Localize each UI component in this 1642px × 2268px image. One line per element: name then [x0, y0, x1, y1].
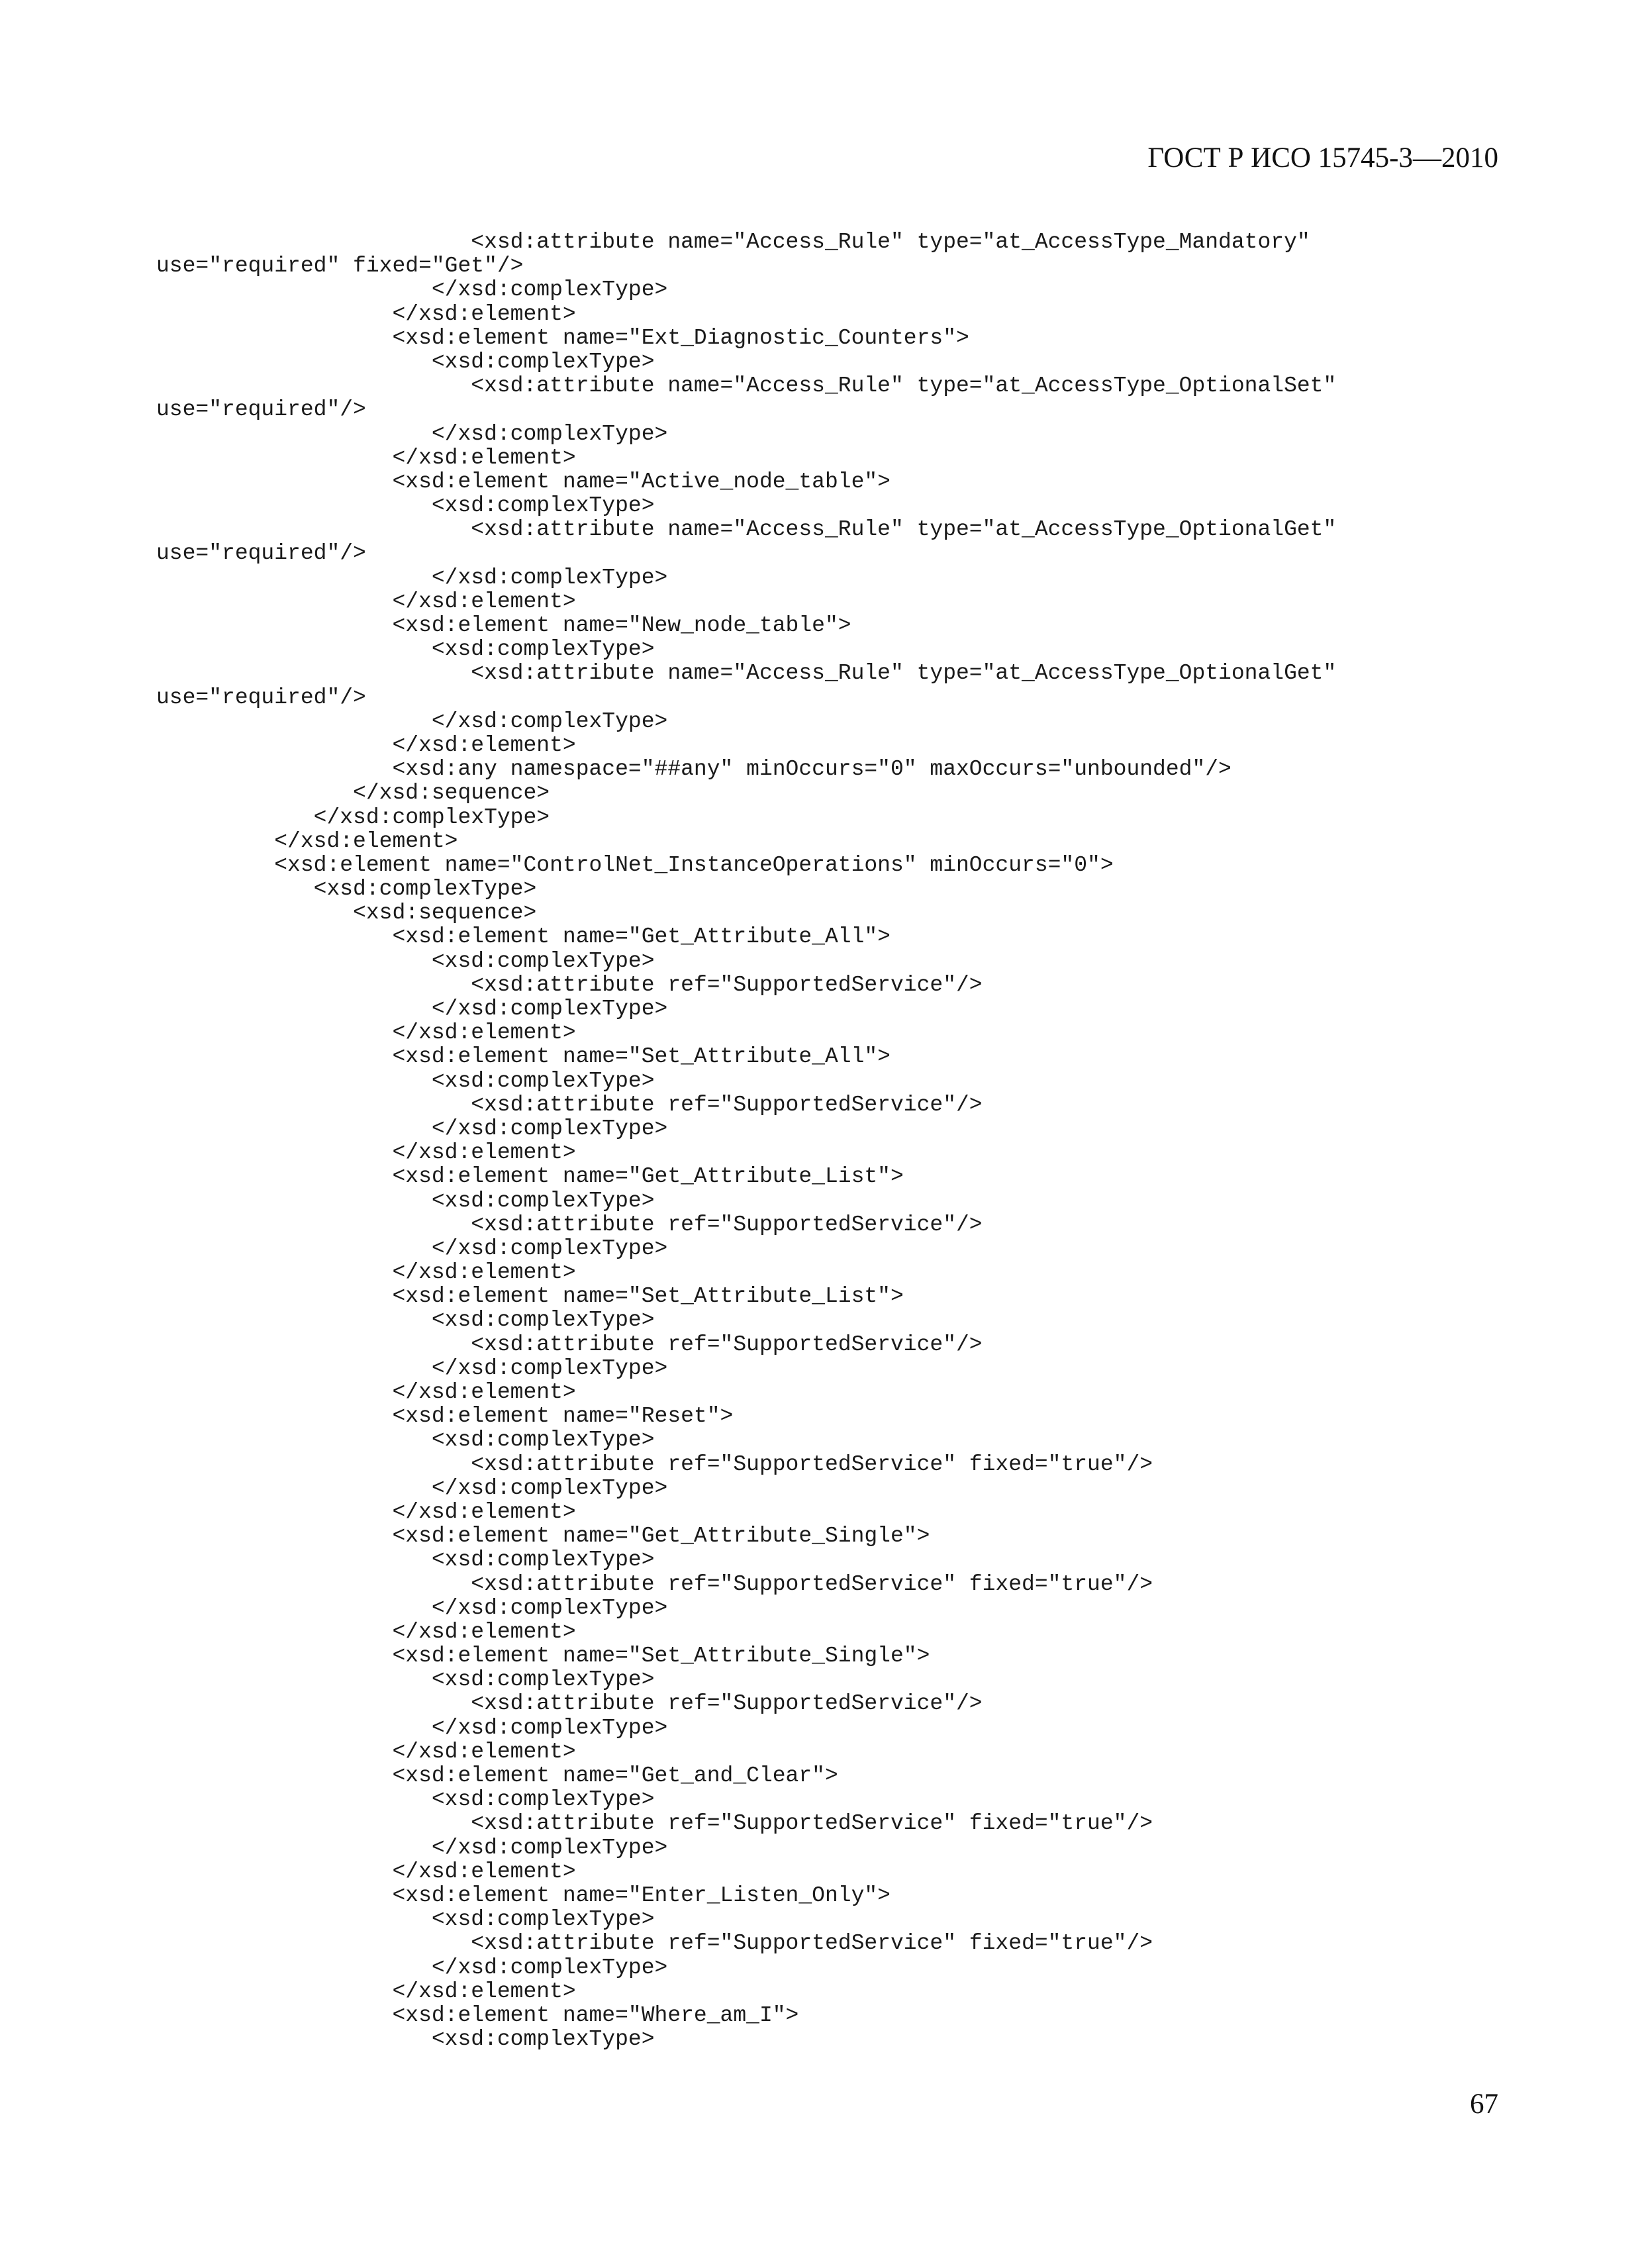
code-line: <xsd:element name="Reset">: [156, 1404, 734, 1429]
code-line: <xsd:complexType>: [156, 877, 537, 902]
code-line: </xsd:complexType>: [156, 1595, 668, 1620]
code-line: </xsd:element>: [156, 1020, 576, 1046]
code-line: </xsd:element>: [156, 1380, 576, 1405]
code-line: <xsd:attribute name="Access_Rule" type="at_AccessType_OptionalGet": [156, 517, 1337, 542]
code-line: <xsd:attribute name="Access_Rule" type="at_AccessType_OptionalSet": [156, 373, 1337, 399]
code-line: </xsd:element>: [156, 1140, 576, 1165]
code-line: </xsd:element>: [156, 1619, 576, 1644]
code-line: </xsd:element>: [156, 301, 576, 326]
code-line: <xsd:element name="Set_Attribute_List">: [156, 1284, 904, 1309]
code-line: <xsd:element name="Set_Attribute_All">: [156, 1044, 891, 1069]
page-number: 67: [1470, 2089, 1498, 2120]
code-line: </xsd:element>: [156, 1859, 576, 1884]
code-line: <xsd:complexType>: [156, 1548, 655, 1573]
code-line: <xsd:element name="ControlNet_InstanceOperations" minOccurs="0">: [156, 852, 1114, 877]
code-line: </xsd:complexType>: [156, 709, 668, 734]
code-line: </xsd:complexType>: [156, 997, 668, 1021]
code-line: <xsd:attribute name="Access_Rule" type="at_AccessType_Mandatory": [156, 230, 1310, 254]
code-line: <xsd:complexType>: [156, 493, 655, 518]
code-line: </xsd:sequence>: [156, 781, 550, 806]
code-line: <xsd:complexType>: [156, 1428, 655, 1453]
code-line: <xsd:any namespace="##any" minOccurs="0" maxOccurs="unbounded"/>: [156, 757, 1232, 782]
code-line: </xsd:complexType>: [156, 1835, 668, 1860]
code-line: <xsd:complexType>: [156, 1787, 655, 1812]
code-line: <xsd:attribute ref="SupportedService"/>: [156, 1691, 983, 1716]
code-line: <xsd:element name="New_node_table">: [156, 613, 851, 638]
code-line: </xsd:element>: [156, 1739, 576, 1764]
code-line: <xsd:element name="Set_Attribute_Single">: [156, 1644, 930, 1669]
code-line: <xsd:attribute ref="SupportedService"/>: [156, 1212, 983, 1237]
code-line: </xsd:complexType>: [156, 1236, 668, 1261]
code-line: <xsd:element name="Get_Attribute_Single">: [156, 1524, 930, 1549]
code-line: </xsd:element>: [156, 1260, 576, 1285]
code-line: <xsd:element name="Get_Attribute_All">: [156, 924, 891, 950]
code-line: <xsd:complexType>: [156, 2027, 655, 2052]
code-line: <xsd:complexType>: [156, 1667, 655, 1693]
code-line: </xsd:complexType>: [156, 1356, 668, 1381]
code-line: <xsd:complexType>: [156, 1907, 655, 1932]
code-line: </xsd:element>: [156, 828, 458, 854]
code-line: use="required"/>: [156, 685, 366, 710]
code-line: <xsd:element name="Ext_Diagnostic_Counters">: [156, 325, 969, 350]
code-line: <xsd:attribute ref="SupportedService" fixed="true"/>: [156, 1931, 1153, 1956]
code-line: </xsd:element>: [156, 589, 576, 614]
code-line: <xsd:element name="Get_Attribute_List">: [156, 1164, 904, 1189]
code-line: <xsd:element name="Active_node_table">: [156, 469, 891, 494]
code-line: </xsd:complexType>: [156, 1715, 668, 1740]
code-line: <xsd:attribute ref="SupportedService" fixed="true"/>: [156, 1452, 1153, 1477]
code-line: <xsd:element name="Get_and_Clear">: [156, 1763, 838, 1788]
code-line: </xsd:complexType>: [156, 277, 668, 303]
code-line: <xsd:complexType>: [156, 637, 655, 662]
code-line: <xsd:element name="Enter_Listen_Only">: [156, 1883, 891, 1908]
code-line: <xsd:attribute ref="SupportedService" fixed="true"/>: [156, 1811, 1153, 1836]
code-line: </xsd:element>: [156, 1979, 576, 2004]
code-line: <xsd:complexType>: [156, 1068, 655, 1093]
code-line: <xsd:attribute ref="SupportedService"/>: [156, 972, 983, 997]
code-line: <xsd:attribute ref="SupportedService" fixed="true"/>: [156, 1571, 1153, 1597]
code-line: </xsd:complexType>: [156, 1116, 668, 1141]
code-line: <xsd:attribute ref="SupportedService"/>: [156, 1332, 983, 1357]
xml-code-block: [156, 230, 1336, 2051]
code-line: </xsd:complexType>: [156, 805, 550, 830]
code-line: </xsd:complexType>: [156, 1475, 668, 1501]
document-standard-id: ГОСТ Р ИСО 15745-3—2010: [1147, 142, 1498, 173]
code-line: </xsd:element>: [156, 1499, 576, 1524]
code-line: <xsd:sequence>: [156, 901, 537, 926]
code-line: </xsd:complexType>: [156, 565, 668, 590]
code-line: <xsd:complexType>: [156, 349, 655, 374]
code-line: use="required"/>: [156, 541, 366, 566]
code-line: <xsd:complexType>: [156, 948, 655, 973]
code-line: <xsd:complexType>: [156, 1308, 655, 1333]
code-line: use="required"/>: [156, 397, 366, 422]
code-line: <xsd:element name="Where_am_I">: [156, 2002, 799, 2028]
code-line: </xsd:element>: [156, 445, 576, 470]
code-line: </xsd:complexType>: [156, 421, 668, 446]
code-line: <xsd:complexType>: [156, 1188, 655, 1213]
code-line: <xsd:attribute ref="SupportedService"/>: [156, 1092, 983, 1117]
code-line: use="required" fixed="Get"/>: [156, 254, 524, 279]
code-line: </xsd:complexType>: [156, 1955, 668, 1980]
code-line: </xsd:element>: [156, 732, 576, 758]
code-line: <xsd:attribute name="Access_Rule" type="at_AccessType_OptionalGet": [156, 661, 1337, 686]
